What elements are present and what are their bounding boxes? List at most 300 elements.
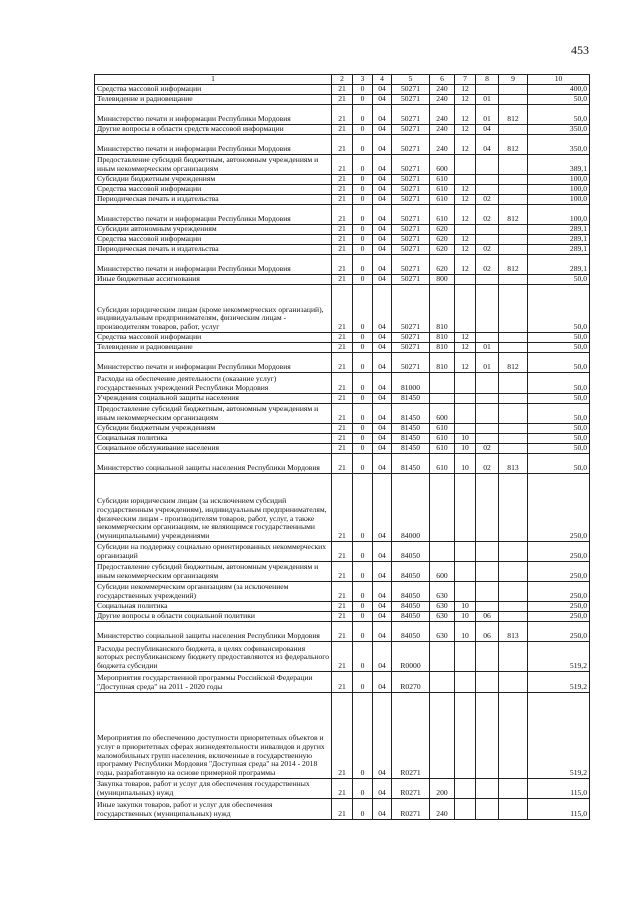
row-code-cell: 50271: [392, 235, 430, 245]
row-code-cell: [499, 343, 528, 353]
row-code-cell: 50271: [392, 125, 430, 135]
row-code-cell: 610: [430, 195, 455, 205]
row-code-cell: 240: [430, 85, 455, 95]
row-code-cell: 21: [332, 404, 353, 424]
row-code-cell: 02: [476, 245, 499, 255]
row-code-cell: 04: [373, 175, 392, 185]
table-row: [95, 582, 590, 602]
row-amount-cell: 50,0: [528, 95, 590, 105]
row-code-cell: [455, 155, 476, 175]
row-amount-cell: 50,0: [528, 353, 590, 373]
row-code-cell: 240: [430, 105, 455, 125]
row-code-cell: 21: [332, 275, 353, 285]
table-row: [95, 235, 590, 245]
row-code-cell: 0: [353, 275, 373, 285]
row-amount-cell: 50,0: [528, 404, 590, 424]
row-code-cell: 610: [430, 205, 455, 225]
row-code-cell: 0: [353, 612, 373, 622]
column-header: 6: [430, 75, 455, 85]
table-row: [95, 285, 590, 333]
row-code-cell: [499, 672, 528, 693]
row-code-cell: R0271: [392, 799, 430, 820]
row-code-cell: [455, 394, 476, 404]
row-code-cell: 12: [455, 255, 476, 275]
row-code-cell: [455, 474, 476, 542]
row-code-cell: 12: [455, 85, 476, 95]
table-row: [95, 474, 590, 542]
row-code-cell: [499, 474, 528, 542]
row-code-cell: 81450: [392, 444, 430, 454]
row-amount-cell: 519,2: [528, 672, 590, 693]
row-name-cell: Субсидии бюджетным учреждениям: [95, 424, 332, 434]
row-code-cell: R0000: [392, 642, 430, 672]
row-amount-cell: 400,0: [528, 85, 590, 95]
row-code-cell: [476, 373, 499, 394]
row-code-cell: 0: [353, 185, 373, 195]
row-code-cell: 21: [332, 542, 353, 562]
row-code-cell: 240: [430, 125, 455, 135]
row-code-cell: 50271: [392, 343, 430, 353]
row-code-cell: [455, 693, 476, 779]
row-code-cell: [476, 225, 499, 235]
row-code-cell: [499, 275, 528, 285]
row-code-cell: [476, 394, 499, 404]
table-row: [95, 175, 590, 185]
row-code-cell: 12: [455, 195, 476, 205]
row-code-cell: 04: [373, 799, 392, 820]
row-name-cell: Субсидии бюджетным учреждениям: [95, 175, 332, 185]
row-code-cell: 0: [353, 285, 373, 333]
row-code-cell: 50271: [392, 155, 430, 175]
row-code-cell: 0: [353, 693, 373, 779]
row-code-cell: 21: [332, 185, 353, 195]
row-code-cell: 01: [476, 353, 499, 373]
row-code-cell: [499, 285, 528, 333]
row-code-cell: 50271: [392, 255, 430, 275]
row-code-cell: 12: [455, 343, 476, 353]
row-code-cell: 0: [353, 135, 373, 155]
row-code-cell: 02: [476, 255, 499, 275]
row-code-cell: [499, 195, 528, 205]
row-code-cell: [499, 404, 528, 424]
row-code-cell: [499, 693, 528, 779]
table-row: [95, 255, 590, 275]
table-body: [95, 85, 590, 820]
row-name-cell: Социальное обслуживание населения: [95, 444, 332, 454]
row-name-cell: Субсидии автономным учреждениям: [95, 225, 332, 235]
column-header: 10: [528, 75, 590, 85]
row-code-cell: 21: [332, 135, 353, 155]
row-code-cell: 21: [332, 285, 353, 333]
row-name-cell: Средства массовой информации: [95, 333, 332, 343]
table-row: [95, 434, 590, 444]
table-row: [95, 155, 590, 175]
row-code-cell: 12: [455, 235, 476, 245]
row-code-cell: 21: [332, 125, 353, 135]
row-name-cell: Учреждения социальной защиты населения: [95, 394, 332, 404]
row-code-cell: 812: [499, 353, 528, 373]
row-amount-cell: 289,1: [528, 245, 590, 255]
row-code-cell: 21: [332, 672, 353, 693]
table-row: [95, 245, 590, 255]
row-code-cell: 12: [455, 333, 476, 343]
row-code-cell: 812: [499, 205, 528, 225]
row-code-cell: 0: [353, 343, 373, 353]
row-code-cell: 21: [332, 424, 353, 434]
table-row: [95, 454, 590, 474]
row-code-cell: 50271: [392, 333, 430, 343]
row-name-cell: Мероприятия государственной программы Российской Федерации "Доступная среда" на 2011 - 2020 годы: [95, 672, 332, 693]
row-code-cell: 21: [332, 394, 353, 404]
row-code-cell: 04: [373, 195, 392, 205]
row-code-cell: [476, 185, 499, 195]
row-code-cell: [499, 582, 528, 602]
row-code-cell: [455, 175, 476, 185]
row-code-cell: 21: [332, 622, 353, 642]
row-code-cell: 81000: [392, 373, 430, 394]
row-code-cell: 50271: [392, 245, 430, 255]
row-code-cell: 0: [353, 542, 373, 562]
row-code-cell: 04: [373, 602, 392, 612]
row-code-cell: R0270: [392, 672, 430, 693]
table-row: [95, 105, 590, 125]
row-code-cell: 0: [353, 125, 373, 135]
row-name-cell: Министерство социальной защиты населения Республики Мордовия: [95, 454, 332, 474]
row-code-cell: 0: [353, 582, 373, 602]
row-code-cell: [476, 642, 499, 672]
row-name-cell: Министерство печати и информации Республики Мордовия: [95, 205, 332, 225]
row-name-cell: Субсидии юридическим лицам (кроме некоммерческих организаций), индивидуальным предпринимателям, физическим лицам - производителям товаров, работ, услуг: [95, 285, 332, 333]
row-code-cell: [455, 285, 476, 333]
table-row: [95, 779, 590, 799]
row-code-cell: 610: [430, 454, 455, 474]
row-code-cell: 630: [430, 582, 455, 602]
row-name-cell: Расходы на обеспечение деятельности (оказание услуг) государственных учреждений Республики Мордовия: [95, 373, 332, 394]
row-name-cell: Министерство печати и информации Республики Мордовия: [95, 255, 332, 275]
row-code-cell: 50271: [392, 195, 430, 205]
row-amount-cell: 50,0: [528, 343, 590, 353]
row-code-cell: [455, 275, 476, 285]
row-name-cell: Периодическая печать и издательства: [95, 245, 332, 255]
table-row: [95, 275, 590, 285]
row-code-cell: 50271: [392, 175, 430, 185]
row-code-cell: 21: [332, 343, 353, 353]
row-name-cell: Субсидии на поддержку социально ориентированных некоммерческих организаций: [95, 542, 332, 562]
row-amount-cell: 250,0: [528, 582, 590, 602]
row-code-cell: R0271: [392, 693, 430, 779]
row-code-cell: 04: [373, 542, 392, 562]
table-row: [95, 353, 590, 373]
row-name-cell: Субсидии юридическим лицам (за исключением субсидий государственным учреждениям), индивидуальным предпринимателям, физическим лицам - производителям товаров, работ, услуг, а также некоммерческим организациям, не являющимся государственными (муниципальными) учреждениями: [95, 474, 332, 542]
row-code-cell: [499, 373, 528, 394]
row-code-cell: 21: [332, 474, 353, 542]
row-amount-cell: 289,1: [528, 255, 590, 275]
row-name-cell: Социальная политика: [95, 434, 332, 444]
row-code-cell: [476, 602, 499, 612]
row-code-cell: 21: [332, 693, 353, 779]
row-code-cell: [476, 285, 499, 333]
row-code-cell: 02: [476, 454, 499, 474]
row-code-cell: 0: [353, 642, 373, 672]
row-code-cell: [476, 235, 499, 245]
row-code-cell: 610: [430, 175, 455, 185]
row-code-cell: [499, 185, 528, 195]
table-row: [95, 95, 590, 105]
row-code-cell: [430, 373, 455, 394]
row-code-cell: [476, 542, 499, 562]
row-code-cell: 0: [353, 373, 373, 394]
row-name-cell: Предоставление субсидий бюджетным, автономным учреждениям и иным некоммерческим организациям: [95, 562, 332, 582]
row-code-cell: 21: [332, 642, 353, 672]
column-header: 2: [332, 75, 353, 85]
row-code-cell: 600: [430, 404, 455, 424]
row-amount-cell: 50,0: [528, 373, 590, 394]
row-code-cell: 21: [332, 155, 353, 175]
row-code-cell: 0: [353, 85, 373, 95]
row-code-cell: 0: [353, 245, 373, 255]
row-amount-cell: 250,0: [528, 602, 590, 612]
row-code-cell: 04: [373, 404, 392, 424]
row-code-cell: 0: [353, 454, 373, 474]
row-code-cell: 21: [332, 612, 353, 622]
column-header: 9: [499, 75, 528, 85]
row-code-cell: 50271: [392, 275, 430, 285]
row-code-cell: [455, 582, 476, 602]
row-code-cell: 21: [332, 454, 353, 474]
row-code-cell: [476, 799, 499, 820]
row-code-cell: 04: [373, 245, 392, 255]
row-code-cell: 0: [353, 353, 373, 373]
row-code-cell: [476, 424, 499, 434]
page-number: 453: [571, 43, 589, 57]
row-code-cell: 50271: [392, 135, 430, 155]
row-amount-cell: 519,2: [528, 642, 590, 672]
row-code-cell: 0: [353, 394, 373, 404]
row-code-cell: 04: [373, 444, 392, 454]
row-code-cell: 12: [455, 353, 476, 373]
row-code-cell: 04: [373, 612, 392, 622]
row-code-cell: 0: [353, 95, 373, 105]
row-code-cell: 21: [332, 255, 353, 275]
row-code-cell: 84050: [392, 582, 430, 602]
row-name-cell: Периодическая печать и издательства: [95, 195, 332, 205]
row-code-cell: [499, 542, 528, 562]
row-code-cell: 02: [476, 205, 499, 225]
row-name-cell: Средства массовой информации: [95, 85, 332, 95]
row-name-cell: Субсидии некоммерческим организациям (за исключением государственных учреждений): [95, 582, 332, 602]
row-code-cell: 600: [430, 562, 455, 582]
row-code-cell: [476, 333, 499, 343]
row-code-cell: 620: [430, 245, 455, 255]
row-code-cell: 810: [430, 343, 455, 353]
row-code-cell: 84050: [392, 602, 430, 612]
row-code-cell: [499, 85, 528, 95]
row-code-cell: [476, 474, 499, 542]
table-row: [95, 205, 590, 225]
row-code-cell: 02: [476, 195, 499, 205]
row-code-cell: 21: [332, 235, 353, 245]
row-code-cell: 630: [430, 612, 455, 622]
row-code-cell: 813: [499, 622, 528, 642]
table-row: [95, 799, 590, 820]
row-code-cell: 04: [373, 622, 392, 642]
row-code-cell: [499, 562, 528, 582]
row-code-cell: [499, 175, 528, 185]
row-amount-cell: 250,0: [528, 622, 590, 642]
row-code-cell: [476, 85, 499, 95]
row-code-cell: [455, 542, 476, 562]
row-code-cell: 0: [353, 105, 373, 125]
row-code-cell: 0: [353, 255, 373, 275]
row-amount-cell: 100,0: [528, 185, 590, 195]
row-code-cell: 10: [455, 602, 476, 612]
row-amount-cell: 50,0: [528, 394, 590, 404]
row-code-cell: 04: [373, 672, 392, 693]
column-header: 3: [353, 75, 373, 85]
row-code-cell: 04: [373, 474, 392, 542]
row-code-cell: [499, 434, 528, 444]
row-code-cell: 04: [373, 779, 392, 799]
column-header: 8: [476, 75, 499, 85]
row-code-cell: [499, 612, 528, 622]
table-row: [95, 373, 590, 394]
row-code-cell: 04: [373, 135, 392, 155]
row-code-cell: 21: [332, 602, 353, 612]
row-code-cell: 21: [332, 779, 353, 799]
row-code-cell: [499, 602, 528, 612]
row-name-cell: Телевидение и радиовещание: [95, 95, 332, 105]
row-code-cell: 21: [332, 353, 353, 373]
row-code-cell: 812: [499, 105, 528, 125]
row-code-cell: 04: [373, 333, 392, 343]
row-code-cell: 610: [430, 424, 455, 434]
row-code-cell: 04: [373, 155, 392, 175]
row-code-cell: 810: [430, 285, 455, 333]
row-code-cell: 21: [332, 85, 353, 95]
column-header: 5: [392, 75, 430, 85]
table-header-row: [95, 75, 590, 85]
row-code-cell: 0: [353, 562, 373, 582]
row-code-cell: [430, 394, 455, 404]
row-amount-cell: 250,0: [528, 474, 590, 542]
row-code-cell: 800: [430, 275, 455, 285]
row-code-cell: [499, 225, 528, 235]
row-amount-cell: 50,0: [528, 444, 590, 454]
row-amount-cell: 100,0: [528, 205, 590, 225]
row-code-cell: [499, 245, 528, 255]
row-code-cell: [499, 394, 528, 404]
row-code-cell: [430, 474, 455, 542]
row-amount-cell: 50,0: [528, 285, 590, 333]
row-name-cell: Министерство печати и информации Республики Мордовия: [95, 105, 332, 125]
row-name-cell: Средства массовой информации: [95, 235, 332, 245]
row-code-cell: 630: [430, 622, 455, 642]
row-code-cell: 84050: [392, 562, 430, 582]
row-code-cell: 21: [332, 799, 353, 820]
row-name-cell: Предоставление субсидий бюджетным, автономным учреждениям и иным некоммерческим организациям: [95, 155, 332, 175]
row-code-cell: 04: [476, 125, 499, 135]
row-code-cell: 10: [455, 434, 476, 444]
row-code-cell: 50271: [392, 95, 430, 105]
row-code-cell: 04: [373, 105, 392, 125]
row-code-cell: 01: [476, 343, 499, 353]
row-code-cell: [499, 779, 528, 799]
row-code-cell: 12: [455, 205, 476, 225]
row-code-cell: 810: [430, 353, 455, 373]
row-code-cell: 21: [332, 562, 353, 582]
row-amount-cell: 50,0: [528, 105, 590, 125]
row-name-cell: Средства массовой информации: [95, 185, 332, 195]
row-code-cell: [476, 562, 499, 582]
row-code-cell: 81450: [392, 394, 430, 404]
row-code-cell: R0271: [392, 779, 430, 799]
row-code-cell: 240: [430, 95, 455, 105]
row-name-cell: Иные бюджетные ассигнования: [95, 275, 332, 285]
row-code-cell: 04: [373, 353, 392, 373]
row-code-cell: 50271: [392, 205, 430, 225]
row-code-cell: [476, 155, 499, 175]
row-code-cell: [499, 125, 528, 135]
row-name-cell: Мероприятия по обеспечению доступности приоритетных объектов и услуг в приоритетных сферах жизнедеятельности инвалидов и других маломобильных групп населения, включенные в государственную программу Республики Мордовия "Доступная среда" на 2014 - 2018 годы, разработанную на основе примерной программы: [95, 693, 332, 779]
row-amount-cell: 100,0: [528, 195, 590, 205]
row-code-cell: 21: [332, 373, 353, 394]
row-code-cell: 812: [499, 255, 528, 275]
row-code-cell: [499, 95, 528, 105]
row-code-cell: [499, 444, 528, 454]
row-code-cell: 21: [332, 225, 353, 235]
row-code-cell: 50271: [392, 185, 430, 195]
table-row: [95, 562, 590, 582]
row-code-cell: 21: [332, 582, 353, 602]
row-code-cell: [476, 582, 499, 602]
row-code-cell: 04: [373, 693, 392, 779]
row-code-cell: 0: [353, 333, 373, 343]
row-amount-cell: 50,0: [528, 333, 590, 343]
budget-table: [94, 74, 590, 820]
row-code-cell: 810: [430, 333, 455, 343]
row-code-cell: 21: [332, 175, 353, 185]
table-row: [95, 195, 590, 205]
row-code-cell: 21: [332, 434, 353, 444]
table-row: [95, 135, 590, 155]
row-code-cell: 21: [332, 105, 353, 125]
row-code-cell: [455, 404, 476, 424]
row-code-cell: 10: [455, 454, 476, 474]
row-code-cell: 84050: [392, 542, 430, 562]
row-code-cell: 813: [499, 454, 528, 474]
row-code-cell: [499, 235, 528, 245]
row-code-cell: 610: [430, 434, 455, 444]
row-code-cell: 50271: [392, 285, 430, 333]
row-code-cell: 0: [353, 175, 373, 185]
row-amount-cell: 115,0: [528, 799, 590, 820]
column-header: 1: [95, 75, 332, 85]
row-code-cell: [455, 373, 476, 394]
row-code-cell: 0: [353, 602, 373, 612]
row-code-cell: [499, 424, 528, 434]
row-name-cell: Закупка товаров, работ и услуг для обеспечения государственных (муниципальных) нужд: [95, 779, 332, 799]
table-row: [95, 404, 590, 424]
table-row: [95, 394, 590, 404]
row-code-cell: 0: [353, 444, 373, 454]
row-name-cell: Другие вопросы в области социальной политики: [95, 612, 332, 622]
row-code-cell: 0: [353, 434, 373, 444]
row-name-cell: Телевидение и радиовещание: [95, 343, 332, 353]
row-name-cell: Министерство печати и информации Республики Мордовия: [95, 135, 332, 155]
row-code-cell: 06: [476, 622, 499, 642]
row-amount-cell: 350,0: [528, 125, 590, 135]
row-code-cell: 50271: [392, 105, 430, 125]
